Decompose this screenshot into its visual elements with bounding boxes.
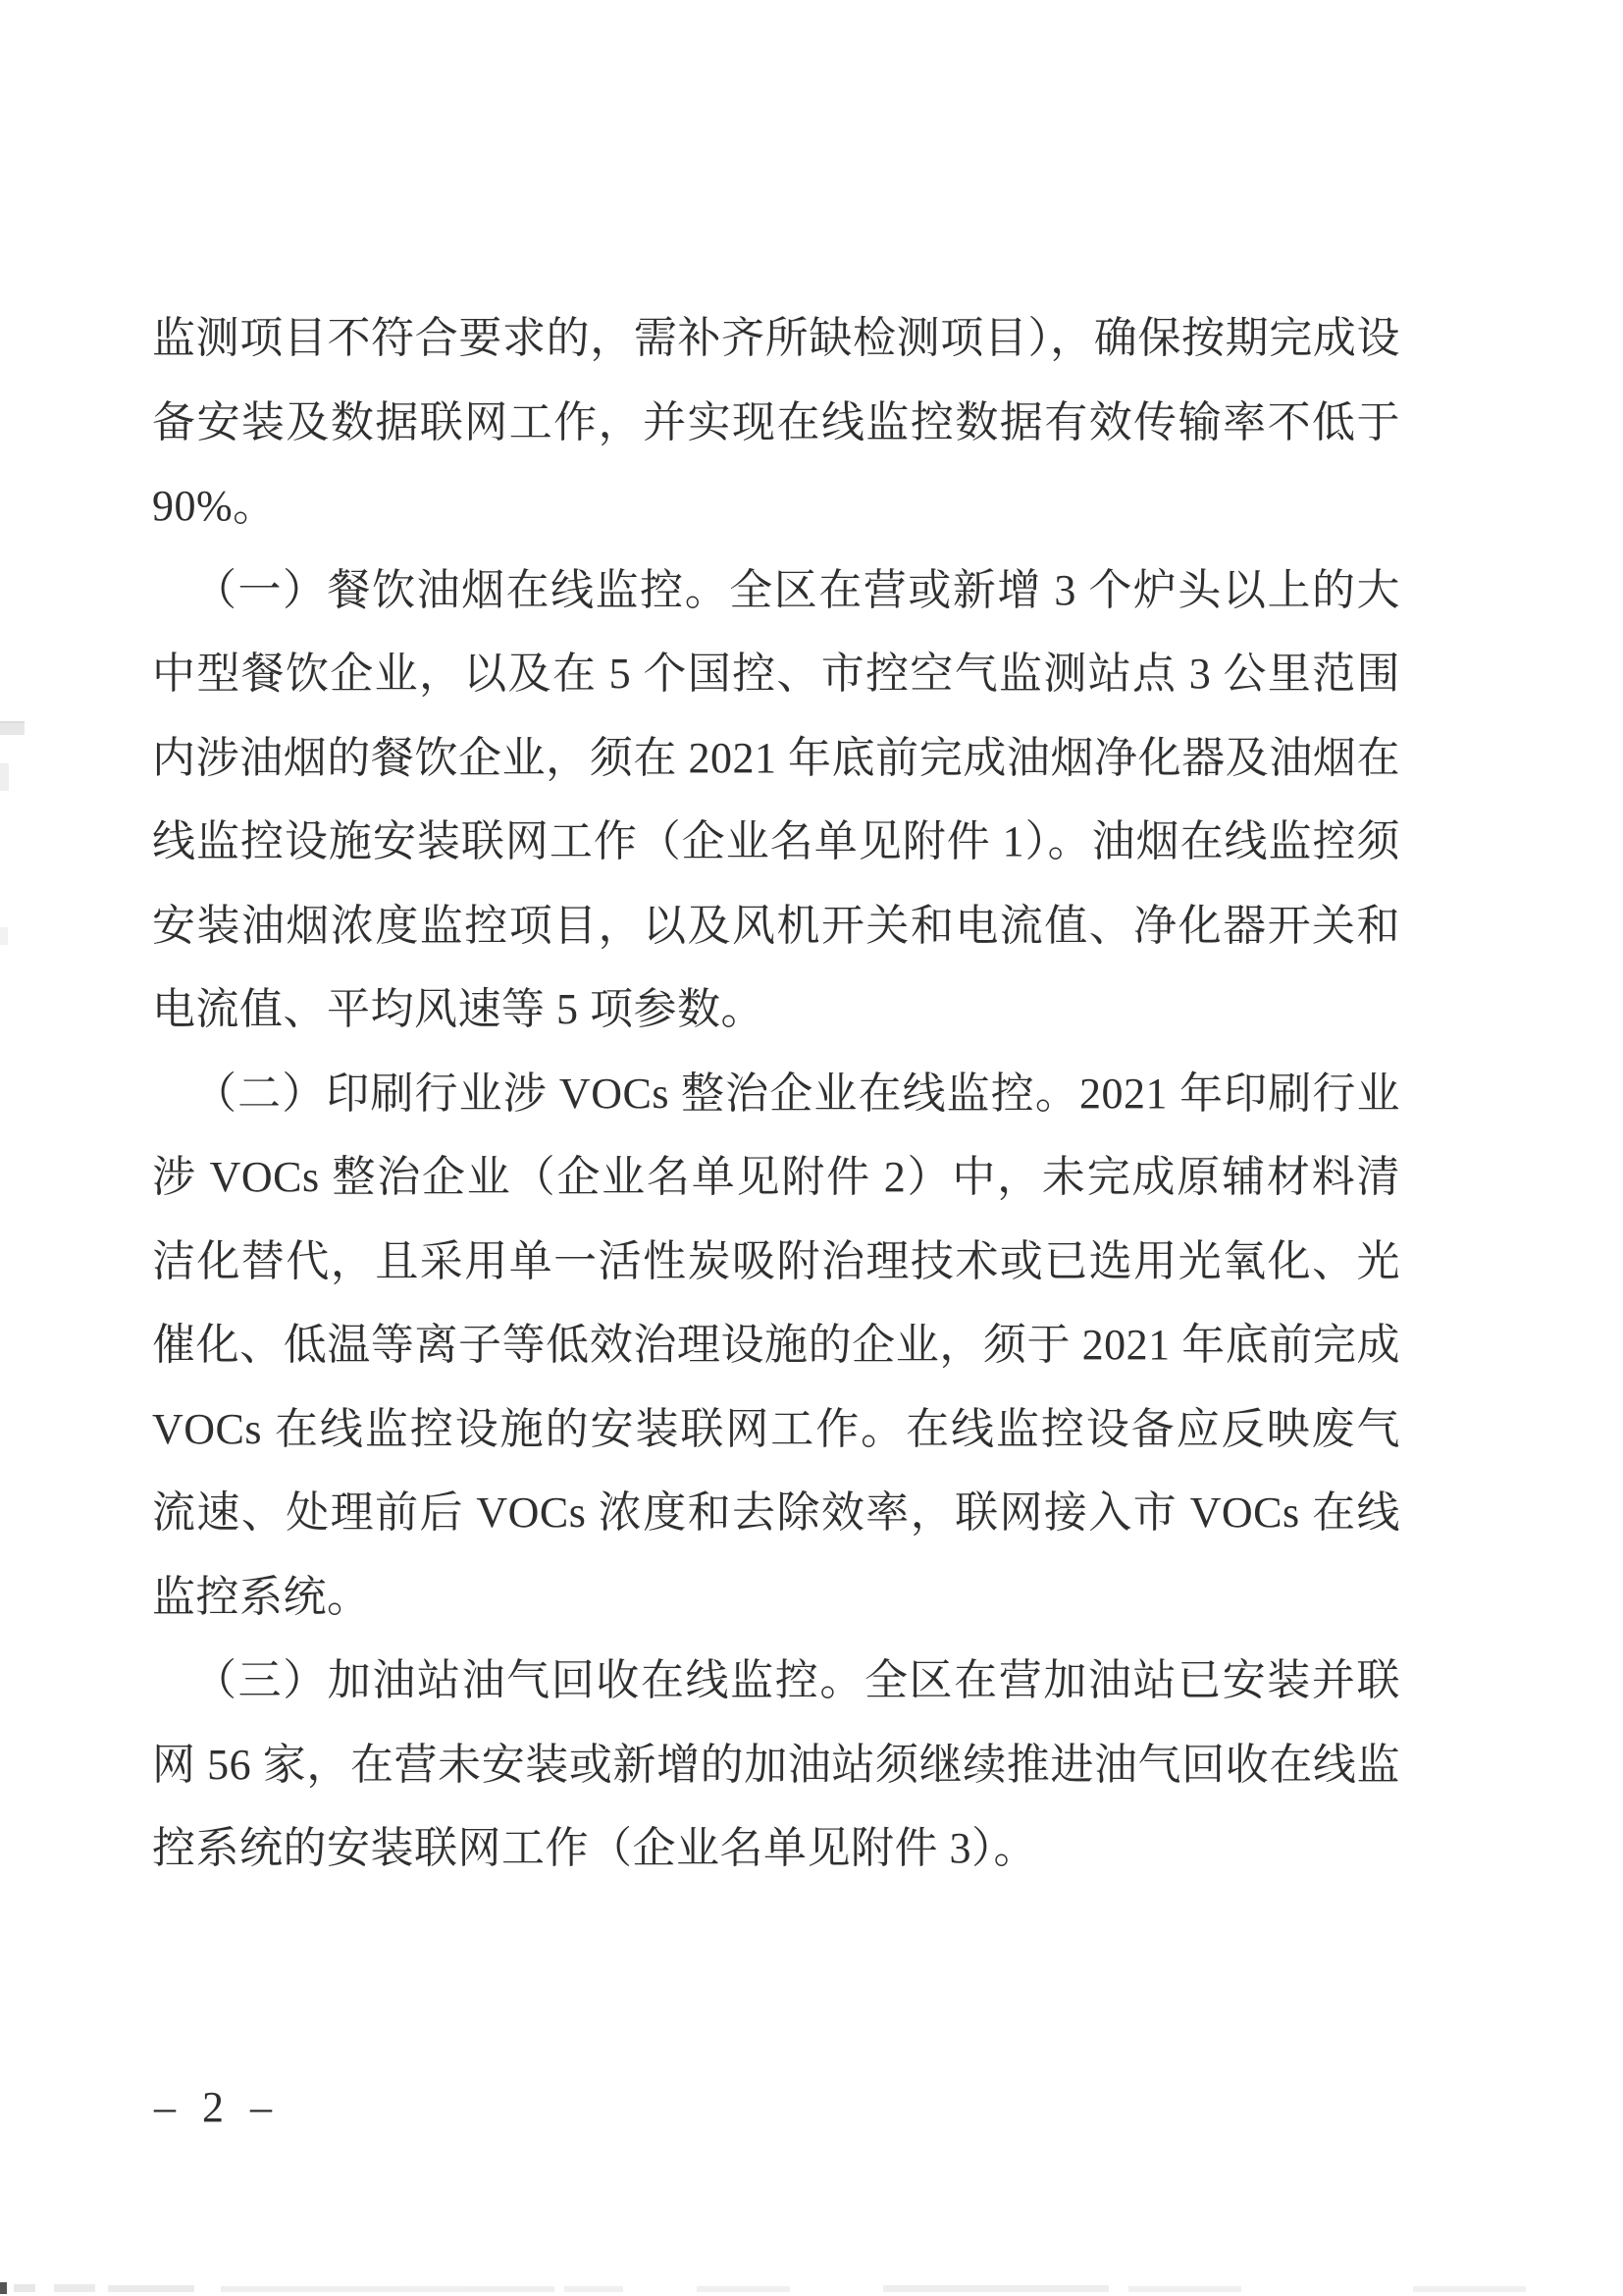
scan-smudge: [0, 927, 8, 945]
scan-smudge: [1413, 2286, 1526, 2292]
scan-smudge: [697, 2286, 790, 2292]
paragraph-item-2-printing-vocs-monitoring: （二）印刷行业涉 VOCs 整治企业在线监控。2021 年印刷行业涉 VOCs 整治企业（企业名单见附件 2）中，未完成原辅材料清洁化替代，且采用单一活性炭吸附治理技术或已选用光氧化、光催化、低温等离子等低效治理设施的企业，须于 2021 年底前完成 VOCs 在线监控设施的安装联网工作。在线监控设备应反映废气流速、处理前后 VOCs 浓度和去除效率，联网接入市 VOCs 在线监控系统。: [152, 1069, 1400, 1621]
paragraph-item-1-cooking-fume-monitoring: （一）餐饮油烟在线监控。全区在营或新增 3 个炉头以上的大中型餐饮企业，以及在 5 个国控、市控空气监测站点 3 公里范围内涉油烟的餐饮企业，须在 2021 年底前完成油烟净化器及油烟在线监控设施安装联网工作（企业名单见附件 1）。油烟在线监控须安装油烟浓度监控项目，以及风机开关和电流值、净化器开关和电流值、平均风速等 5 项参数。: [152, 565, 1400, 1033]
scan-smudge: [0, 763, 9, 791]
scan-smudge: [0, 721, 25, 735]
document-body: [152, 296, 1400, 1891]
scan-smudge: [221, 2286, 554, 2292]
scan-smudge: [564, 2286, 623, 2292]
scan-smudge: [108, 2285, 194, 2292]
page-number: – 2 –: [154, 2083, 280, 2131]
scan-smudge: [883, 2285, 1109, 2292]
scan-smudge: [402, 2286, 463, 2292]
scan-smudge: [14, 2284, 35, 2292]
paragraph-item-3-gas-station-vapor-recovery: （三）加油站油气回收在线监控。全区在营加油站已安装并联网 56 家，在营未安装或新增的加油站须继续推进油气回收在线监控系统的安装联网工作（企业名单见附件 3）。: [152, 1656, 1400, 1872]
scan-smudge: [54, 2284, 95, 2292]
paragraph-continuation: 监测项目不符合要求的，需补齐所缺检测项目），确保按期完成设备安装及数据联网工作，并实现在线监控数据有效传输率不低于 90%。: [152, 314, 1400, 530]
scan-smudge: [1128, 2286, 1241, 2292]
scan-smudge: [0, 2282, 7, 2294]
